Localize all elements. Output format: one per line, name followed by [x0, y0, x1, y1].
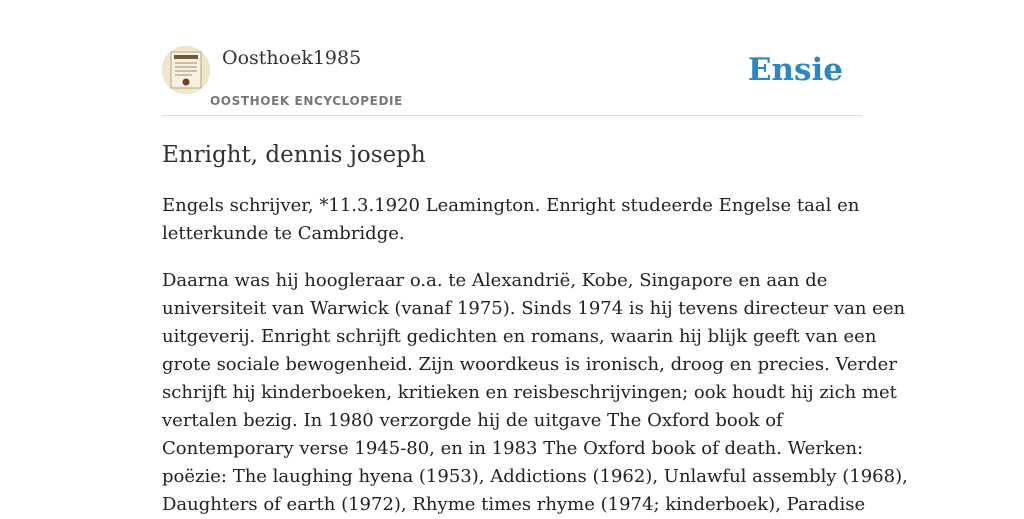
- paragraph-line: Daarna was hij hoogleraar o.a. te Alexandrië, Kobe, Singapore en aan de: [162, 270, 828, 291]
- paragraph-line: Daughters of earth (1972), Rhyme times rhyme (1974; kinderboek), Paradise: [162, 494, 866, 515]
- paragraph-line: uitgeverij. Enright schrijft gedichten en romans, waarin hij blijk geeft van een: [162, 326, 877, 347]
- paragraph-line: Engels schrijver, *11.3.1920 Leamington. Enright studeerde Engelse taal en: [162, 195, 860, 216]
- paragraph-line: vertalen bezig. In 1980 verzorgde hij de uitgave The Oxford book of: [162, 410, 783, 431]
- site-logo[interactable]: Ensie: [747, 52, 843, 88]
- paragraph-line: universiteit van Warwick (vanaf 1975). Sinds 1974 is hij tevens directeur van een: [162, 298, 906, 319]
- article-header: [162, 0, 862, 116]
- author-username[interactable]: Oosthoek1985: [222, 47, 362, 69]
- article-title: Enright, dennis joseph: [162, 142, 426, 168]
- paragraph-line: grote sociale bewogenheid. Zijn woordkeus is ironisch, droog en precies. Verder: [162, 354, 897, 375]
- paragraph-line: Contemporary verse 1945-80, en in 1983 The Oxford book of death. Werken:: [162, 438, 864, 459]
- certificate-icon: [162, 46, 210, 94]
- article-paragraph-2: [162, 267, 908, 519]
- paragraph-line: schrijft hij kinderboeken, kritieken en reisbeschrijvingen; ook houdt hij zich met: [162, 382, 897, 403]
- author-avatar[interactable]: [162, 46, 210, 94]
- source-label[interactable]: OOSTHOEK ENCYCLOPEDIE: [210, 94, 403, 108]
- paragraph-line: letterkunde te Cambridge.: [162, 223, 405, 244]
- article-paragraph-1: [162, 192, 862, 248]
- article-page: [162, 0, 908, 515]
- paragraph-line: poëzie: The laughing hyena (1953), Addictions (1962), Unlawful assembly (1968),: [162, 466, 908, 487]
